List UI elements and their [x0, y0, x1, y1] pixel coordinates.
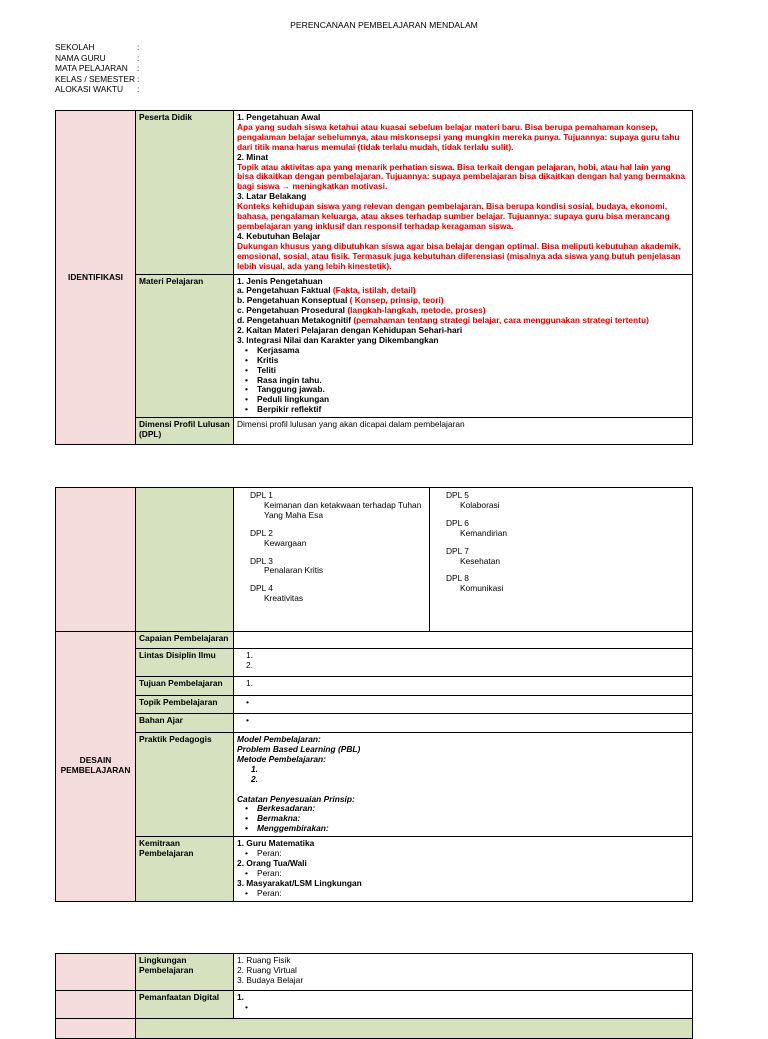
blank-section-cell [56, 1019, 136, 1039]
lintas-label: Lintas Disiplin Ilmu [136, 649, 234, 677]
bahan-ajar-content[interactable]: • [234, 714, 693, 733]
info-label: SEKOLAH [55, 42, 95, 52]
list-item: 1. [251, 763, 258, 774]
info-separator: : [137, 73, 140, 84]
document-info [55, 43, 139, 96]
section-identifikasi: IDENTIFIKASI [56, 111, 136, 445]
model-label: Model Pembelajaran: [237, 734, 321, 744]
dpl-list-left [234, 488, 430, 632]
blank-section-cell [56, 954, 136, 991]
list-item: • Tanggung jawab. [257, 385, 689, 395]
kemitraan-content[interactable] [234, 837, 693, 901]
list-item: 2. [246, 659, 253, 670]
section-desain-pembelajaran: DESAIN PEMBELAJARAN [56, 632, 136, 902]
materi-item: a. Pengetahuan Faktual (Fakta, istilah, detail) [237, 285, 416, 296]
peserta-heading: 1. Pengetahuan Awal [237, 112, 321, 122]
list-item: • Menggembirakan: [257, 824, 689, 834]
praktik-label: Praktik Pedagogis [136, 733, 234, 837]
info-label: NAMA GURU [55, 52, 106, 63]
dpl-content[interactable]: Dimensi profil lulusan yang akan dicapai dalam pembelajaran [234, 418, 693, 445]
peserta-text: Apa yang sudah siswa ketahui atau kuasai sebelum belajar materi baru. Bisa berupa pemahaman konsep, pengalaman belajar sebelumnya, atau miskonsepsi yang mungkin mereka punya. Tujuannya: supaya guru tahu dari titik mana harus memulai (tidak terlalu mudah, tidak terlalu sulit). [237, 121, 680, 152]
list-item: 1. [237, 992, 244, 1002]
info-separator: : [137, 42, 140, 52]
peserta-heading: 3. Latar Belakang [237, 191, 307, 202]
list-item: 1. [246, 650, 253, 660]
dpl-item: DPL 2 Kewargaan [250, 527, 307, 548]
prinsip-list [237, 804, 689, 834]
list-item: 2. [251, 773, 258, 784]
catatan-label: Catatan Penyesuaian Prinsip: [237, 793, 355, 804]
topik-content[interactable]: • [234, 696, 693, 714]
dpl-list-right [430, 488, 693, 632]
blank-section-cell [56, 991, 136, 1019]
blank-section-cell [56, 488, 136, 632]
list-item: • Rasa ingin tahu. [257, 376, 689, 386]
lintas-content[interactable] [234, 649, 693, 677]
list-item: • Berpikir reflektif [257, 405, 689, 415]
list-item: • Peduli lingkungan [257, 395, 689, 405]
metode-label: Metode Pembelajaran: [237, 753, 326, 764]
mitra-role: • Peran: [237, 869, 689, 879]
digital-label: Pemanfaatan Digital [136, 991, 234, 1019]
peserta-didik-label: Peserta Didik [136, 111, 234, 275]
peserta-heading: 4. Kebutuhan Belajar [237, 230, 321, 241]
peserta-heading: 2. Minat [237, 151, 269, 162]
materi-heading: 3. Integrasi Nilai dan Karakter yang Dikembangkan [237, 334, 439, 345]
info-separator: : [137, 84, 140, 95]
materi-pelajaran-content[interactable] [234, 274, 693, 418]
tujuan-label: Tujuan Pembelajaran [136, 677, 234, 696]
lingkungan-label: Lingkungan Pembelajaran [136, 954, 234, 991]
mitra-name: 1. Guru Matematika [237, 838, 315, 849]
info-row [55, 43, 139, 54]
info-row [55, 85, 139, 96]
dpl-item: DPL 6 Kemandirian [446, 517, 508, 538]
capaian-label: Capaian Pembelajaran [136, 632, 234, 649]
list-item: • Berkesadaran: [257, 804, 689, 814]
topik-label: Topik Pembelajaran [136, 696, 234, 714]
dpl-item: DPL 5 Kolaborasi [446, 490, 500, 510]
list-item: • Kerjasama [257, 346, 689, 356]
digital-bullets [237, 1003, 689, 1013]
info-label: MATA PELAJARAN [55, 63, 128, 74]
info-label: ALOKASI WAKTU [55, 84, 124, 95]
tujuan-content[interactable]: 1. [234, 677, 693, 696]
dpl-item: DPL 4 Kreativitas [250, 583, 304, 604]
next-section-row [136, 1019, 693, 1039]
peserta-text: Topik atau aktivitas apa yang menarik perhatian siswa. Bisa terkait dengan pelajaran, hobi, atau hal lain yang bisa dikaitkan dengan pembelajaran. Tujuannya: supaya pembelajaran bisa dikaitkan dengan hal yang bermakna bagi siswa → meningkatkan motivasi. [237, 161, 686, 192]
dpl-item: DPL 1 Keimanan dan ketakwaan terhadap Tuhan Yang Maha Esa [250, 490, 422, 520]
mitra-role: • Peran: [237, 849, 689, 859]
blank-label-cell [136, 488, 234, 632]
dpl-label: Dimensi Profil Lulusan (DPL) [136, 418, 234, 445]
lingkungan-table [55, 953, 693, 1039]
dpl-item: DPL 8 Komunikasi [446, 573, 504, 594]
peserta-didik-content[interactable] [234, 111, 693, 275]
identifikasi-table [55, 110, 693, 445]
info-separator: : [137, 63, 140, 74]
kemitraan-label: Kemitraan Pembelajaran [136, 837, 234, 901]
lingkungan-content[interactable] [234, 954, 693, 991]
materi-heading: 1. Jenis Pengetahuan [237, 275, 323, 286]
list-item: 2. Ruang Virtual [237, 964, 297, 975]
dpl-item: DPL 7 Kesehatan [446, 545, 501, 566]
mitra-name: 3. Masyarakat/LSM Lingkungan [237, 877, 362, 888]
dpl-item: DPL 3 Penalaran Kritis [250, 555, 324, 576]
list-item: • Teliti [257, 366, 689, 376]
materi-heading: 2. Kaitan Materi Pelajaran dengan Kehidupan Sehari-hari [237, 325, 463, 336]
nilai-list [237, 346, 689, 415]
list-item: • Bermakna: [257, 814, 689, 824]
desain-table [55, 487, 693, 902]
info-separator: : [137, 52, 140, 63]
info-label: KELAS / SEMESTER [55, 73, 136, 84]
page-title: PERENCANAAN PEMBELAJARAN MENDALAM [290, 20, 478, 30]
mitra-name: 2. Orang Tua/Wali [237, 857, 307, 868]
materi-pelajaran-label: Materi Pelajaran [136, 274, 234, 418]
bahan-ajar-label: Bahan Ajar [136, 714, 234, 733]
model-value: Problem Based Learning (PBL) [237, 743, 361, 754]
list-item: 3. Budaya Belajar [237, 974, 304, 985]
list-item: 1. Ruang Fisik [237, 955, 291, 965]
digital-content[interactable] [234, 991, 693, 1019]
peserta-text: Dukungan khusus yang dibutuhkan siswa agar bisa belajar dengan optimal. Bisa meliputi kebutuhan akademik, emosional, sosial, atau fisik. Termasuk juga kebutuhan diferensiasi (misalnya ada siswa yang butuh penjelasan lebih visual, ada yang lebih kinestetik). [237, 240, 681, 271]
capaian-content[interactable] [234, 632, 693, 649]
materi-item: b. Pengetahuan Konseptual ( Konsep, prinsip, teori) [237, 295, 444, 306]
list-item: • Kritis [257, 356, 689, 366]
materi-item: c. Pengetahuan Prosedural (langkah-langkah, metode, proses) [237, 305, 486, 316]
praktik-content[interactable] [234, 733, 693, 837]
mitra-role: • Peran: [237, 889, 689, 899]
materi-item: d. Pengetahuan Metakognitif (pemahaman tentang strategi belajar, cara menggunakan strategi tertentu) [237, 315, 649, 326]
peserta-text: Konteks kehidupan siswa yang relevan dengan pembelajaran. Bisa berupa kondisi sosial, budaya, ekonomi, bahasa, pengalaman keluarga, atau akses terhadap sumber belajar. Tujuannya: supaya guru bisa merancang pembelajaran yang inklusif dan responsif terhadap keragaman siswa. [237, 201, 670, 231]
